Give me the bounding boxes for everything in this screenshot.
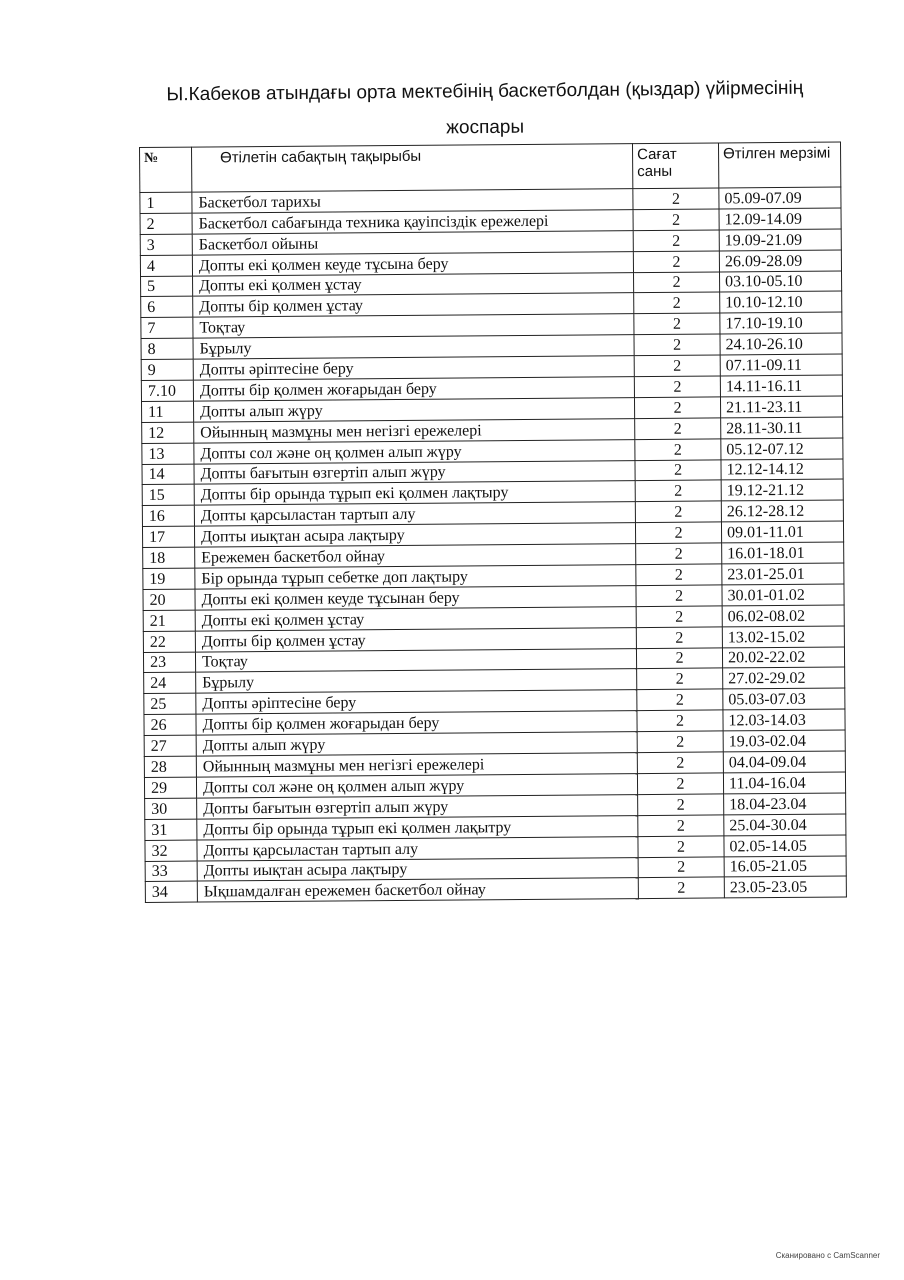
row-number: 7 [141, 317, 193, 338]
row-topic: Допты бағытын өзгертіп алып жүру [197, 794, 638, 818]
row-number: 33 [145, 861, 197, 882]
row-topic: Тоқтау [193, 314, 634, 338]
row-hours: 2 [633, 272, 719, 294]
row-number: 31 [145, 819, 197, 840]
header-topic: Өтілетін сабақтың тақырыбы [192, 144, 633, 192]
row-topic: Допты алып жүру [196, 732, 637, 756]
row-date: 16.01-18.01 [722, 542, 844, 564]
row-topic: Тоқтау [195, 648, 636, 672]
row-topic: Допты сол және оң қолмен алып жүру [194, 439, 635, 463]
row-topic: Допты сол және оң қолмен алып жүру [196, 774, 637, 798]
row-hours: 2 [635, 522, 721, 544]
row-number: 12 [142, 422, 194, 443]
row-date: 12.03-14.03 [723, 709, 845, 731]
row-date: 13.02-15.02 [722, 626, 844, 648]
row-topic: Допты бағытын өзгертіп алып жүру [194, 460, 635, 484]
row-topic: Ықшамдалған ережемен баскетбол ойнау [197, 878, 638, 902]
row-number: 16 [142, 505, 194, 526]
row-number: 5 [141, 276, 193, 297]
row-topic: Допты иықтан асыра лақтыру [194, 523, 635, 547]
header-hours [632, 143, 718, 189]
row-hours: 2 [637, 752, 723, 774]
row-number: 28 [144, 756, 196, 777]
row-topic: Допты қарсыластан тартып алу [197, 836, 638, 860]
row-topic: Допты әріптесіне беру [196, 690, 637, 714]
table-header-row [140, 142, 841, 193]
row-number: 21 [143, 610, 195, 631]
row-number: 24 [144, 673, 196, 694]
row-date: 20.02-22.02 [722, 647, 844, 669]
row-topic: Баскетбол ойыны [192, 230, 633, 254]
table-body [140, 187, 847, 903]
row-hours: 2 [636, 648, 722, 670]
row-hours: 2 [635, 439, 721, 461]
row-topic: Допты екі қолмен ұстау [195, 606, 636, 630]
row-hours: 2 [633, 230, 719, 252]
row-hours: 2 [638, 877, 724, 899]
row-date: 23.05-23.05 [724, 876, 846, 898]
row-hours: 2 [636, 564, 722, 586]
row-hours: 2 [634, 292, 720, 314]
row-topic: Бұрылу [196, 669, 637, 693]
row-number: 6 [141, 297, 193, 318]
document-title [120, 70, 851, 150]
row-hours: 2 [638, 856, 724, 878]
header-number: № [140, 147, 192, 192]
row-date: 10.10-12.10 [720, 291, 842, 313]
row-date: 26.09-28.09 [719, 250, 841, 272]
row-number: 30 [145, 798, 197, 819]
row-topic: Ойынның мазмұны мен негізгі ережелері [194, 418, 635, 442]
row-hours: 2 [634, 334, 720, 356]
row-number: 3 [140, 234, 192, 255]
row-number: 34 [145, 881, 197, 902]
row-number: 29 [144, 777, 196, 798]
row-date: 05.12-07.12 [721, 438, 843, 460]
row-hours: 2 [636, 606, 722, 628]
row-hours: 2 [635, 418, 721, 440]
row-date: 05.03-07.03 [723, 688, 845, 710]
row-topic: Ережемен баскетбол ойнау [195, 544, 636, 568]
row-hours: 2 [633, 209, 719, 231]
row-number: 2 [140, 213, 192, 234]
row-topic: Допты алып жүру [193, 398, 634, 422]
row-number: 15 [142, 485, 194, 506]
row-number: 9 [141, 359, 193, 380]
row-topic: Бұрылу [193, 335, 634, 359]
row-date: 03.10-05.10 [719, 271, 841, 293]
row-topic: Ойынның мазмұны мен негізгі ережелері [196, 753, 637, 777]
row-date: 06.02-08.02 [722, 605, 844, 627]
row-number: 20 [143, 589, 195, 610]
row-number: 23 [143, 652, 195, 673]
row-date: 18.04-23.04 [724, 793, 846, 815]
row-hours: 2 [635, 501, 721, 523]
row-hours: 2 [638, 836, 724, 858]
row-number: 11 [141, 401, 193, 422]
row-hours: 2 [636, 543, 722, 565]
row-date: 25.04-30.04 [724, 814, 846, 836]
row-topic: Допты бір қолмен ұстау [195, 627, 636, 651]
row-number: 17 [142, 526, 194, 547]
row-hours: 2 [634, 355, 720, 377]
row-topic: Допты бір қолмен ұстау [193, 293, 634, 317]
row-number: 14 [142, 464, 194, 485]
row-hours: 2 [638, 794, 724, 816]
row-number: 18 [143, 547, 195, 568]
row-hours: 2 [637, 689, 723, 711]
row-topic: Баскетбол тарихы [192, 189, 633, 213]
row-number: 22 [143, 631, 195, 652]
row-date: 11.04-16.04 [723, 772, 845, 794]
row-number: 26 [144, 714, 196, 735]
row-date: 16.05-21.05 [724, 855, 846, 877]
row-hours: 2 [634, 376, 720, 398]
header-date [718, 142, 840, 188]
row-number: 1 [140, 192, 192, 213]
row-hours: 2 [638, 815, 724, 837]
row-date: 26.12-28.12 [721, 500, 843, 522]
row-topic: Допты екі қолмен ұстау [193, 272, 634, 296]
row-topic: Допты иықтан асыра лақтыру [197, 857, 638, 881]
row-topic: Бір орында тұрып себетке доп лақтыру [195, 565, 636, 589]
row-date: 12.12-14.12 [721, 459, 843, 481]
row-date: 09.01-11.01 [721, 521, 843, 543]
row-number: 13 [142, 443, 194, 464]
row-topic: Допты екі қолмен кеуде тұсынан беру [195, 586, 636, 610]
row-date: 23.01-25.01 [722, 563, 844, 585]
row-date: 07.11-09.11 [720, 354, 842, 376]
row-topic: Баскетбол сабағында техника қауіпсіздік ережелері [192, 210, 633, 234]
row-date: 28.11-30.11 [721, 417, 843, 439]
row-topic: Допты бір қолмен жоғарыдан беру [196, 711, 637, 735]
row-hours: 2 [636, 585, 722, 607]
row-hours: 2 [635, 460, 721, 482]
row-date: 02.05-14.05 [724, 835, 846, 857]
row-topic: Допты бір орында тұрып екі қолмен лақытру [197, 815, 638, 839]
row-number: 7.10 [141, 380, 193, 401]
row-number: 19 [143, 568, 195, 589]
header-hours-label: Сағат саны [637, 145, 677, 181]
row-date: 12.09-14.09 [719, 208, 841, 230]
row-number: 8 [141, 338, 193, 359]
row-date: 27.02-29.02 [723, 667, 845, 689]
row-topic: Допты қарсыластан тартып алу [194, 502, 635, 526]
row-hours: 2 [634, 313, 720, 335]
row-date: 05.09-07.09 [719, 187, 841, 209]
title-line-1: Ы.Кабеков атындағы орта мектебінің баскетболдан (қыздар) үйірмесінің [166, 77, 804, 106]
row-number: 27 [144, 735, 196, 756]
row-hours: 2 [633, 188, 719, 210]
row-date: 19.09-21.09 [719, 229, 841, 251]
row-hours: 2 [637, 668, 723, 690]
row-date: 21.11-23.11 [720, 396, 842, 418]
row-date: 17.10-19.10 [720, 312, 842, 334]
row-date: 14.11-16.11 [720, 375, 842, 397]
row-date: 24.10-26.10 [720, 333, 842, 355]
row-number: 25 [144, 693, 196, 714]
row-number: 32 [145, 840, 197, 861]
row-date: 04.04-09.04 [723, 751, 845, 773]
row-topic: Допты бір қолмен жоғарыдан беру [193, 377, 634, 401]
plan-table [139, 141, 847, 903]
row-hours: 2 [637, 710, 723, 732]
title-line-2: жоспары [446, 116, 525, 139]
row-topic: Допты әріптесіне беру [193, 356, 634, 380]
row-hours: 2 [634, 397, 720, 419]
row-date: 19.12-21.12 [721, 479, 843, 501]
row-hours: 2 [635, 480, 721, 502]
row-date: 30.01-01.02 [722, 584, 844, 606]
row-topic: Допты екі қолмен кеуде тұсына беру [192, 251, 633, 275]
row-hours: 2 [637, 731, 723, 753]
header-date-label: Өтілген мерзімі [723, 144, 831, 163]
row-number: 4 [140, 255, 192, 276]
row-hours: 2 [633, 251, 719, 273]
row-topic: Допты бір орында тұрып екі қолмен лақтыру [194, 481, 635, 505]
row-date: 19.03-02.04 [723, 730, 845, 752]
scanner-watermark: Сканировано с CamScanner [775, 1251, 880, 1260]
row-hours: 2 [636, 627, 722, 649]
row-hours: 2 [637, 773, 723, 795]
